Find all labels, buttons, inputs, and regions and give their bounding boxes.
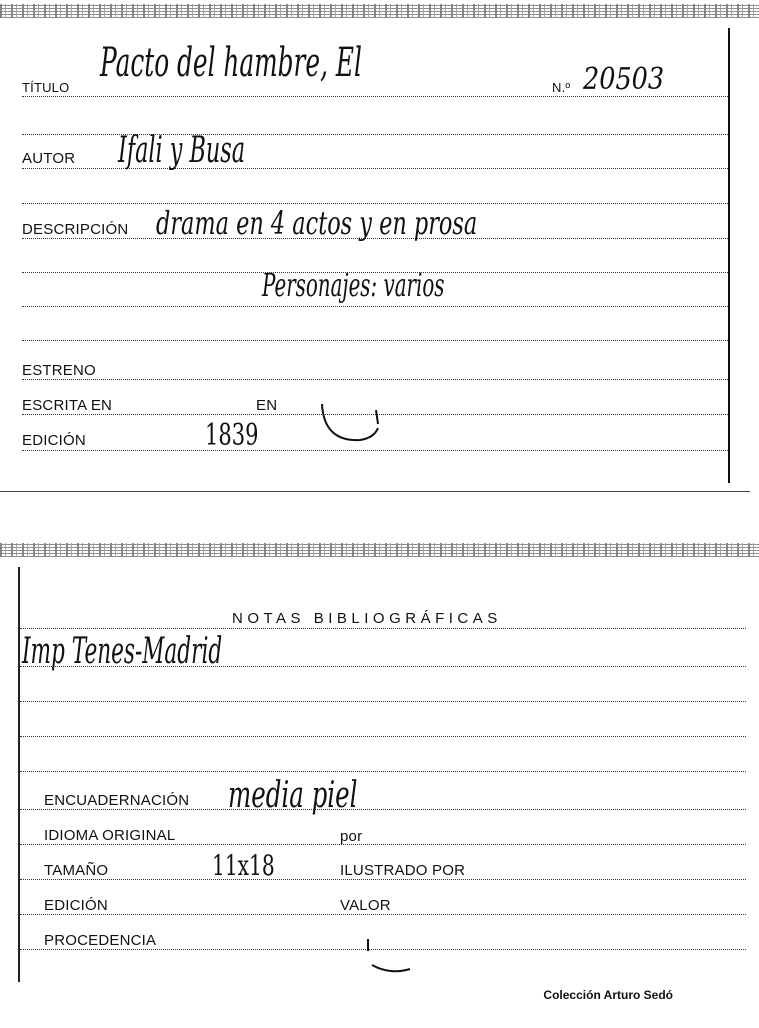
- descripcion-label: DESCRIPCIÓN: [22, 221, 129, 238]
- tamano-value: 11x18: [212, 849, 275, 882]
- edicion-line: [22, 450, 728, 451]
- encuadernacion-label: ENCUADERNACIÓN: [44, 792, 190, 809]
- notas-value: Imp Tenes-Madrid: [22, 631, 223, 672]
- card-bottom-edge: [0, 491, 750, 492]
- encuadernacion-value: media piel: [228, 775, 358, 816]
- ruled-line: [22, 340, 728, 341]
- edicion-back-label: EDICIÓN: [44, 897, 108, 914]
- por-label: por: [340, 828, 363, 845]
- titulo-label: TÍTULO: [22, 80, 70, 95]
- descripcion-value-2: Personajes: varios: [262, 266, 445, 304]
- idioma-original-label: IDIOMA ORIGINAL: [44, 827, 176, 844]
- notas-heading: NOTAS BIBLIOGRÁFICAS: [232, 610, 502, 627]
- descripcion-value: drama en 4 actos y en prosa: [156, 204, 478, 242]
- en-label: EN: [256, 397, 278, 414]
- escrita-en-label: ESCRITA EN: [22, 397, 113, 414]
- procedencia-label: PROCEDENCIA: [44, 932, 157, 949]
- punch-hole-mark: [316, 398, 386, 448]
- tamano-line: [20, 879, 746, 880]
- card-border-right: [728, 28, 730, 483]
- ruled-line: [20, 736, 746, 737]
- tamano-label: TAMAÑO: [44, 862, 109, 879]
- edicion-back-line: [20, 914, 746, 915]
- edicion-value: 1839: [205, 418, 259, 453]
- collection-caption: Colección Arturo Sedó: [543, 988, 673, 1002]
- encuadernacion-line: [20, 809, 746, 810]
- scan-noise-edge: [0, 543, 759, 557]
- valor-label: VALOR: [340, 897, 391, 914]
- edicion-label: EDICIÓN: [22, 432, 86, 449]
- ruled-line: [20, 628, 746, 629]
- titulo-value: Pacto del hambre, El: [100, 40, 362, 86]
- numero-label: N.º: [552, 80, 571, 95]
- autor-value: Ifali y Busa: [118, 130, 246, 171]
- estreno-line: [22, 379, 728, 380]
- punch-hole-mark: [362, 935, 422, 981]
- card-border-left: [18, 567, 20, 982]
- estreno-label: ESTRENO: [22, 362, 96, 379]
- ilustrado-por-label: ILUSTRADO POR: [340, 862, 466, 879]
- ruled-line: [20, 701, 746, 702]
- catalog-card-front: [0, 0, 759, 495]
- ruled-line: [20, 771, 746, 772]
- idioma-line: [20, 844, 746, 845]
- scan-noise-edge: [0, 4, 759, 18]
- descripcion-line-2: [22, 306, 728, 307]
- numero-value: 20503: [583, 62, 665, 97]
- catalog-card-back: [0, 535, 759, 1028]
- autor-label: AUTOR: [22, 150, 76, 167]
